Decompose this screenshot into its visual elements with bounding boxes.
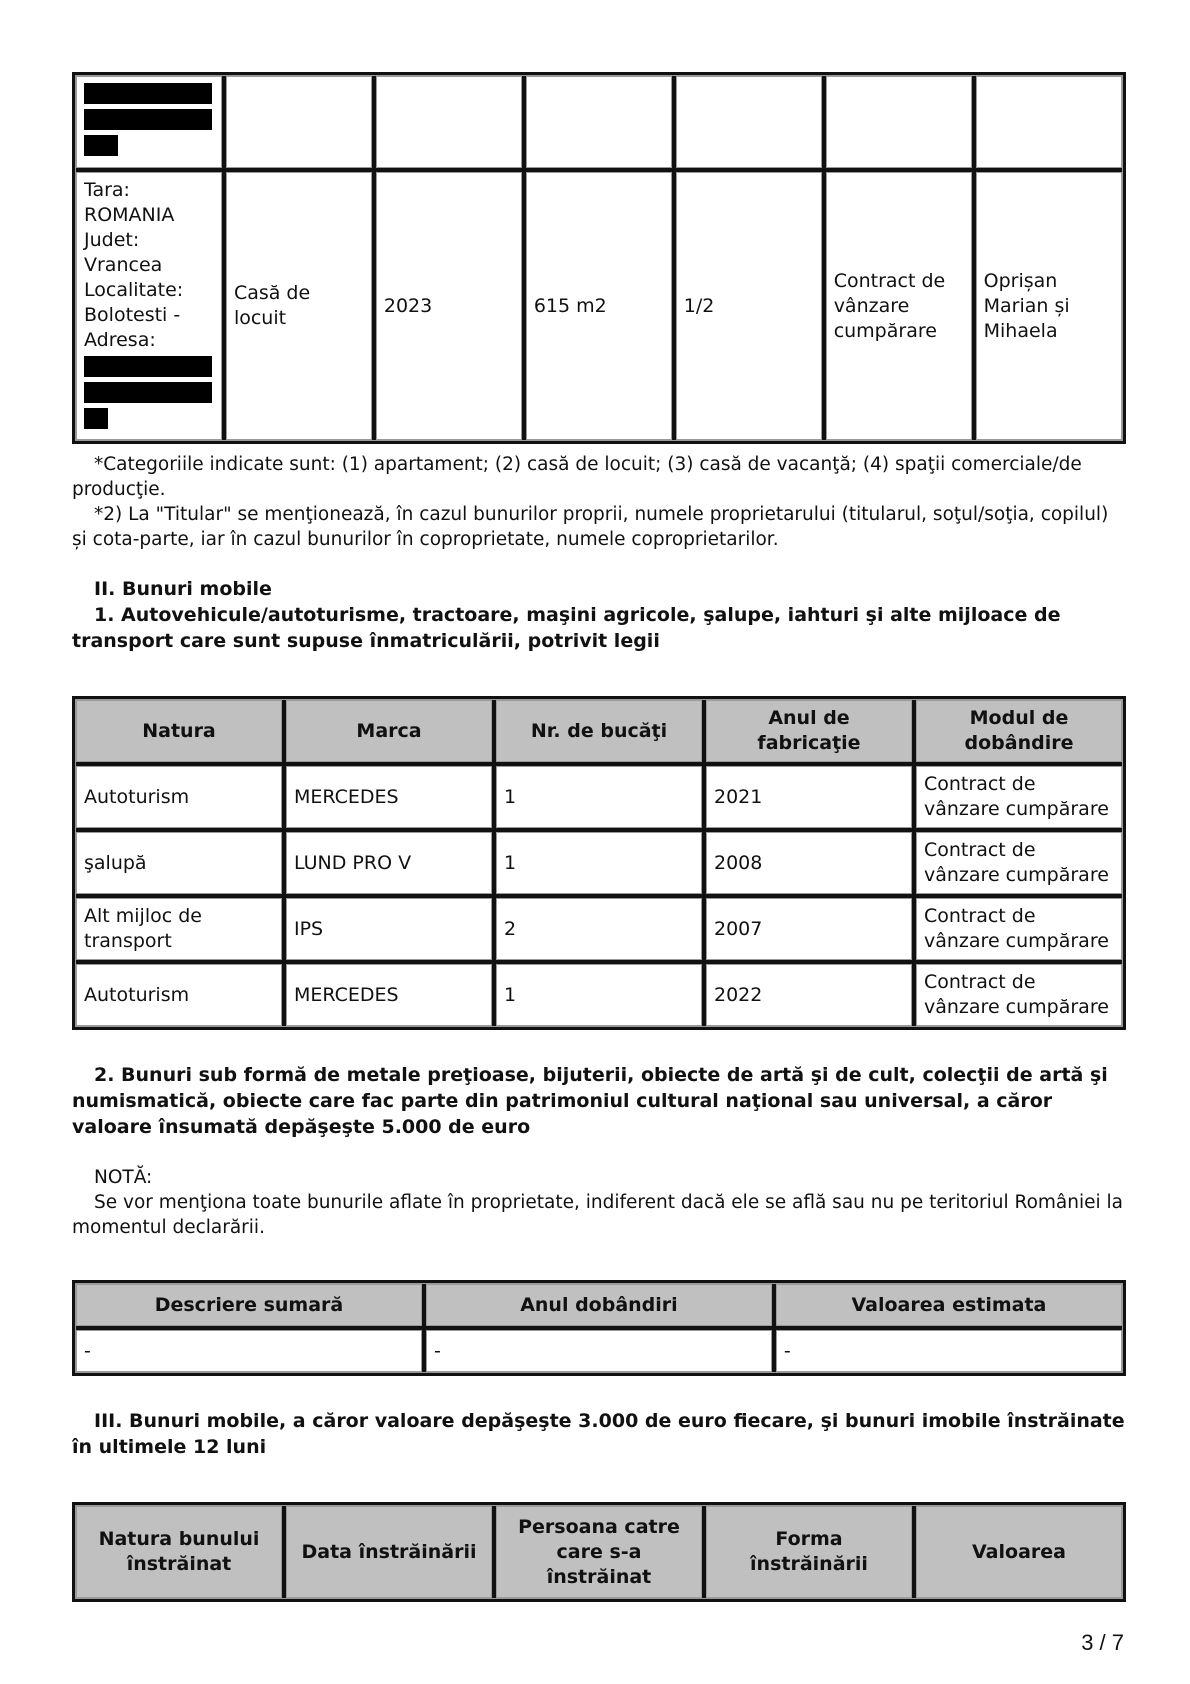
- share-cell: [674, 74, 824, 170]
- year-cell: [374, 74, 524, 170]
- redacted-block: [84, 83, 212, 104]
- titular-note: *2) La "Titular" se menţionează, în cazul bunurilor proprii, numele proprietarului (titularul, soţul/soţia, copilul) și cota-parte, iar în cazul bunurilor în coproprietate, numele coproprietarilor.: [72, 504, 1109, 550]
- table-cell: 1: [494, 764, 704, 830]
- valuables-table: [72, 1280, 1126, 1376]
- year-cell: 2023: [374, 170, 524, 442]
- area-cell: 615 m2: [524, 170, 674, 442]
- table-cell: MERCEDES: [284, 962, 494, 1028]
- section-heading: II. Bunuri mobile: [94, 578, 272, 600]
- address-line: Judet:: [84, 229, 140, 251]
- address-line: Adresa:: [84, 329, 156, 351]
- column-header: Anul dobândiri: [424, 1282, 774, 1328]
- table-header-row: [74, 1504, 1124, 1600]
- column-header: Descriere sumară: [74, 1282, 424, 1328]
- table-header-row: [74, 698, 1124, 764]
- real-estate-table: [72, 72, 1126, 444]
- subsection-heading: 2. Bunuri sub formă de metale preţioase, bijuterii, obiecte de artă şi de cult, colecţii de artă şi numismatică, obiecte care fac parte din patrimoniul cultural naţional sau universal, a căror valoare însumată depăşeşte 5.000 de euro: [72, 1064, 1108, 1138]
- table-cell: şalupă: [74, 830, 284, 896]
- address-cell: [74, 170, 224, 442]
- share-cell: 1/2: [674, 170, 824, 442]
- table-cell: -: [424, 1328, 774, 1374]
- nota-label: NOTĂ:: [94, 1167, 153, 1188]
- section-heading: III. Bunuri mobile, a căror valoare depăşeşte 3.000 de euro fiecare, şi bunuri imobile înstrăinate în ultimele 12 luni: [72, 1410, 1125, 1458]
- vehicles-table: [72, 696, 1126, 1030]
- column-header: Anul de fabricaţie: [704, 698, 914, 764]
- nota-text: Se vor menţiona toate bunurile aflate în proprietate, indiferent dacă ele se află sau nu pe teritoriul României la momentul declarării.: [72, 1192, 1123, 1238]
- table-cell: 1: [494, 830, 704, 896]
- column-header: Data înstrăinării: [284, 1504, 494, 1600]
- column-header: Forma înstrăinării: [704, 1504, 914, 1600]
- column-header: Valoarea estimata: [774, 1282, 1124, 1328]
- owner-cell: [974, 74, 1124, 170]
- redacted-block: [84, 109, 212, 130]
- column-header: Persoana catre care s-a înstrăinat: [494, 1504, 704, 1600]
- table-row: [74, 764, 1124, 830]
- subsection-heading: 1. Autovehicule/autoturisme, tractoare, maşini agricole, şalupe, iahturi şi alte mijloace de transport care sunt supuse înmatriculării, potrivit legii: [72, 604, 1061, 652]
- table-cell: Contract de vânzare cumpărare: [914, 764, 1124, 830]
- redacted-block: [84, 356, 212, 377]
- address-line: Tara:: [84, 179, 130, 201]
- column-header: Natura bunului înstrăinat: [74, 1504, 284, 1600]
- table-cell: 2008: [704, 830, 914, 896]
- table-cell: 2: [494, 896, 704, 962]
- redacted-block: [84, 408, 108, 429]
- column-header: Nr. de bucăţi: [494, 698, 704, 764]
- table-row: [74, 74, 1124, 170]
- column-header: Natura: [74, 698, 284, 764]
- address-line: Localitate:: [84, 279, 184, 301]
- table-cell: MERCEDES: [284, 764, 494, 830]
- acquisition-cell: [824, 74, 974, 170]
- document-page: [72, 72, 1126, 1602]
- table-cell: LUND PRO V: [284, 830, 494, 896]
- category-cell: Casă de locuit: [224, 170, 374, 442]
- address-cell: [74, 74, 224, 170]
- table-row: [74, 896, 1124, 962]
- page-number: 3 / 7: [1081, 1630, 1124, 1655]
- alienated-assets-table: [72, 1502, 1126, 1602]
- area-cell: [524, 74, 674, 170]
- table-cell: 1: [494, 962, 704, 1028]
- owner-cell: Oprișan Marian și Mihaela: [974, 170, 1124, 442]
- table-cell: -: [74, 1328, 424, 1374]
- column-header: Marca: [284, 698, 494, 764]
- table-cell: Autoturism: [74, 764, 284, 830]
- table-cell: -: [774, 1328, 1124, 1374]
- table-cell: Contract de vânzare cumpărare: [914, 962, 1124, 1028]
- redacted-block: [84, 135, 118, 156]
- table-row: [74, 1328, 1124, 1374]
- table-cell: 2022: [704, 962, 914, 1028]
- category-cell: [224, 74, 374, 170]
- table-cell: Contract de vânzare cumpărare: [914, 896, 1124, 962]
- address-line: Vrancea: [84, 254, 163, 276]
- table-cell: Alt mijloc de transport: [74, 896, 284, 962]
- categories-note: *Categoriile indicate sunt: (1) apartament; (2) casă de locuit; (3) casă de vacanţă; (4) spaţii comerciale/de producţie.: [72, 454, 1082, 500]
- table-row: [74, 830, 1124, 896]
- column-header: Valoarea: [914, 1504, 1124, 1600]
- table-cell: 2021: [704, 764, 914, 830]
- table-cell: Contract de vânzare cumpărare: [914, 830, 1124, 896]
- table-cell: Autoturism: [74, 962, 284, 1028]
- address-line: ROMANIA: [84, 204, 175, 226]
- column-header: Modul de dobândire: [914, 698, 1124, 764]
- table-row: [74, 962, 1124, 1028]
- acquisition-cell: Contract de vânzare cumpărare: [824, 170, 974, 442]
- address-line: Bolotesti -: [84, 304, 181, 326]
- table-cell: IPS: [284, 896, 494, 962]
- redacted-block: [84, 382, 212, 403]
- table-header-row: [74, 1282, 1124, 1328]
- table-row: [74, 170, 1124, 442]
- table-cell: 2007: [704, 896, 914, 962]
